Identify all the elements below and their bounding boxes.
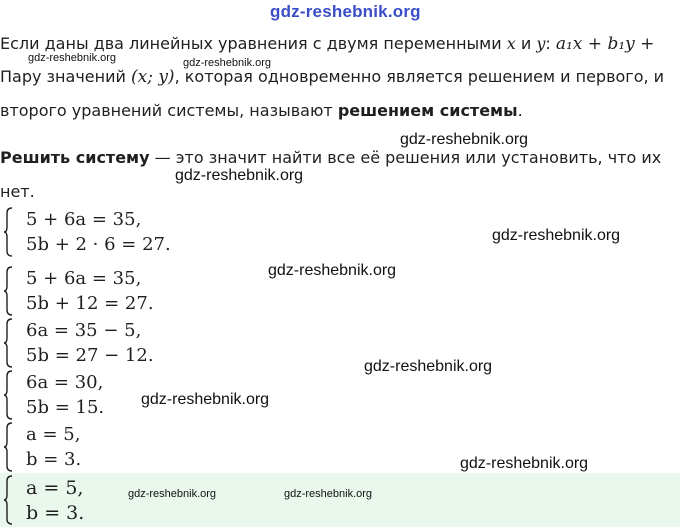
line4-rest: — это значит найти все её решения или установить, что их — [149, 148, 662, 167]
watermark-right-1: gdz-reshebnik.org — [492, 227, 621, 244]
definition-line-4 — [0, 148, 661, 167]
var-y: y — [536, 34, 546, 53]
definition-line-1 — [0, 34, 654, 54]
system-2-eq2: 5b + 12 = 27. — [26, 293, 154, 314]
system-2-eq1: 5 + 6a = 35, — [26, 268, 142, 289]
line3-text: второго уравнений системы, называют — [0, 101, 338, 120]
answer-eq2: b = 3. — [26, 502, 85, 524]
brace-icon — [3, 475, 13, 525]
line1-formula: a₁x + b₁y + — [555, 34, 655, 54]
line3-end: . — [517, 101, 523, 120]
watermark-right-2: gdz-reshebnik.org — [460, 455, 589, 472]
answer-eq1: a = 5, — [26, 477, 84, 499]
watermark-answer-2: gdz-reshebnik.org — [284, 488, 373, 500]
definition-line-5: нет. — [0, 182, 35, 201]
system-answer — [0, 474, 680, 526]
var-x: x — [506, 34, 516, 53]
system-4 — [0, 369, 680, 421]
pair-xy: (x; y) — [130, 67, 175, 87]
line1-text: Если даны два линейных уравнения с двумя переменными — [0, 34, 507, 53]
system-1-eq1: 5 + 6a = 35, — [26, 209, 142, 230]
watermark-mid-1: gdz-reshebnik.org — [400, 131, 529, 148]
system-5-eq1: a = 5, — [26, 424, 81, 445]
watermark-answer-1: gdz-reshebnik.org — [128, 488, 217, 500]
brace-icon — [3, 207, 13, 257]
watermark-mid-2: gdz-reshebnik.org — [175, 167, 304, 184]
line2-text: Пару значений — [0, 67, 131, 86]
watermark-left-1: gdz-reshebnik.org — [141, 391, 270, 408]
watermark-small-1: gdz-reshebnik.org — [28, 52, 117, 64]
line2-rest: , которая одновременно является решением и первого, и — [174, 67, 665, 86]
brace-icon — [3, 422, 13, 472]
system-4-eq1: 6a = 30, — [26, 372, 104, 393]
brace-icon — [3, 266, 13, 316]
system-4-eq2: 5b = 15. — [26, 397, 105, 418]
watermark-top: gdz-reshebnik.org — [270, 2, 421, 21]
line1-and: и — [515, 34, 537, 53]
watermark-center-1: gdz-reshebnik.org — [268, 262, 397, 279]
definition-line-3 — [0, 101, 523, 120]
system-5-eq2: b = 3. — [26, 449, 82, 470]
line1-colon: : — [545, 34, 556, 53]
system-3-eq2: 5b = 27 − 12. — [26, 345, 154, 366]
term-solve-system: Решить систему — [0, 148, 150, 167]
term-system-solution: решением системы — [337, 101, 518, 120]
brace-icon — [3, 370, 13, 420]
brace-icon — [3, 318, 13, 368]
definition-line-2 — [0, 67, 664, 87]
system-3 — [0, 317, 680, 369]
system-3-eq1: 6a = 35 − 5, — [26, 320, 142, 341]
watermark-small-2: gdz-reshebnik.org — [183, 57, 272, 69]
watermark-center-2: gdz-reshebnik.org — [364, 358, 493, 375]
system-1-eq2: 5b + 2 · 6 = 27. — [26, 234, 171, 255]
